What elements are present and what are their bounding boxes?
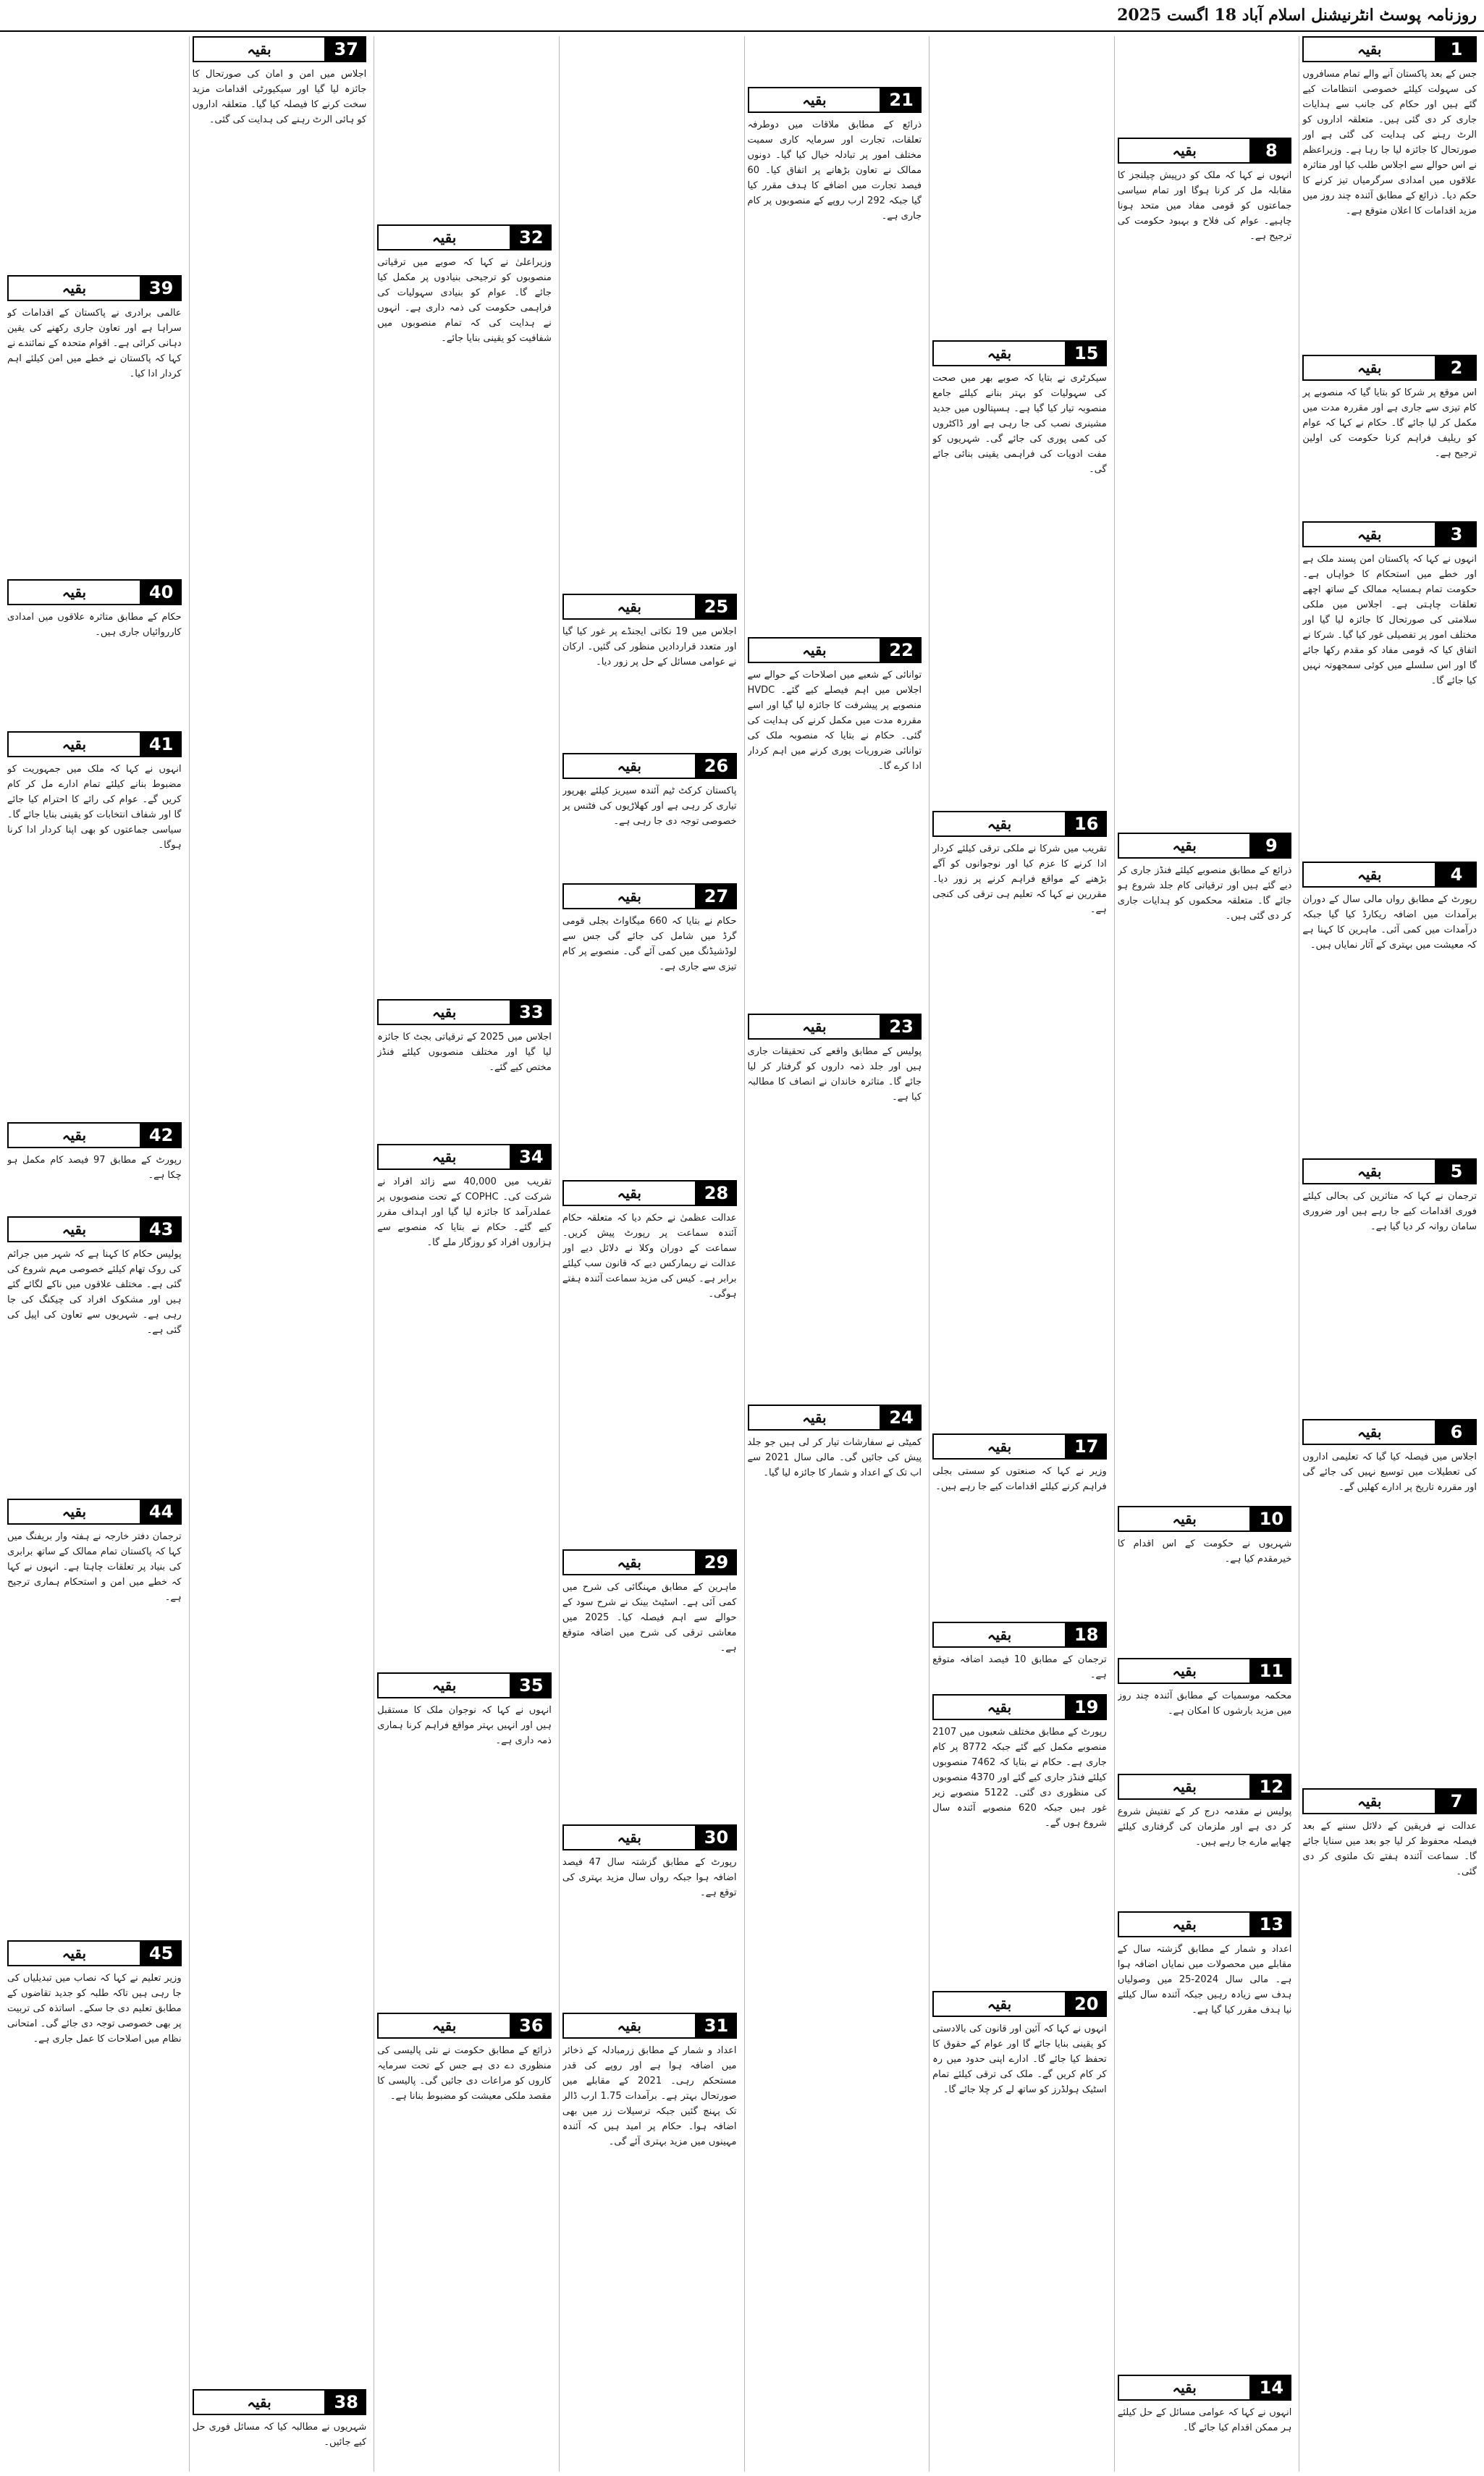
section-label: بقیہ [562, 1549, 696, 1575]
section-label: بقیہ [562, 594, 696, 620]
section-number: 13 [1251, 1911, 1291, 1937]
section-number: 6 [1436, 1419, 1477, 1445]
section-text: رپورٹ کے مطابق مختلف شعبوں میں 2107 منصوبے مکمل کیے گئے جبکہ 8772 پر کام جاری ہے۔ حکام نے بتایا کہ 7462 منصوبوں کیلئے فنڈز جاری کیے گئے اور 4370 منصوبوں کی منظوری دی گئی۔ 5122 منصوبے زیر غور ہیں جبکہ 620 منصوبے آئندہ سال شروع ہوں گے۔ [932, 1727, 1107, 1829]
continuation-section [932, 1433, 1107, 1614]
section-number: 11 [1251, 1658, 1291, 1684]
section-number: 32 [511, 224, 552, 250]
continuation-section [7, 731, 182, 1115]
section-number: 20 [1066, 1991, 1107, 2017]
section-text: ترجمان دفتر خارجہ نے ہفتہ وار بریفنگ میں کہا کہ پاکستان تمام ممالک کے ساتھ برابری کی بنیاد پر تعلقات چاہتا ہے۔ انہوں نے کہا کہ خطے میں امن و استحکام ہماری ترجیح ہے۔ [7, 1531, 182, 1603]
section-text: شہریوں نے مطالبہ کیا کہ مسائل فوری حل کیے جائیں۔ [192, 2422, 367, 2448]
section-text: ذرائع کے مطابق حکومت نے نئی پالیسی کی منظوری دے دی ہے جس کے تحت سرمایہ کاروں کو مراعات دی جائیں گی۔ پالیسی کا مقصد ملکی معیشت کو مضبوط بنانا ہے۔ [377, 2045, 552, 2102]
continuation-section [748, 87, 922, 630]
continuation-section [1302, 36, 1477, 348]
section-label: بقیہ [7, 275, 141, 301]
section-label: بقیہ [377, 999, 511, 1025]
continuation-section [748, 637, 922, 1006]
continuation-section [193, 36, 367, 1861]
section-label: بقیہ [932, 1433, 1066, 1460]
continuation-section [1302, 1158, 1477, 1412]
section-label: بقیہ [562, 1824, 696, 1850]
continuation-section [377, 224, 552, 992]
continuation-section [377, 2013, 552, 2466]
continuation-section [1118, 833, 1292, 1499]
section-label: بقیہ [193, 2389, 326, 2415]
section-label: بقیہ [932, 1991, 1066, 2017]
section-label: بقیہ [1118, 2375, 1252, 2401]
section-label: بقیہ [1302, 36, 1436, 62]
continuation-section [1302, 862, 1477, 1151]
section-number: 29 [696, 1549, 737, 1575]
continuation-section [748, 1405, 922, 2466]
section-label: بقیہ [562, 883, 696, 909]
continuation-section [7, 1122, 182, 1209]
section-label: بقیہ [377, 1144, 511, 1170]
section-label: بقیہ [1302, 1419, 1436, 1445]
section-text: انہوں نے کہا کہ عوامی مسائل کے حل کیلئے ہر ممکن اقدام کیا جائے گا۔ [1117, 2407, 1292, 2433]
continuation-section [193, 2389, 367, 2466]
section-number: 25 [696, 594, 737, 620]
continuation-section [562, 594, 737, 746]
section-text: کمیٹی نے سفارشات تیار کر لی ہیں جو جلد پیش کی جائیں گی۔ مالی سال 2021 سے اب تک کے اعداد و شمار کا جائزہ لیا گیا۔ [747, 1437, 922, 1478]
section-number: 19 [1066, 1694, 1107, 1720]
section-text: ذرائع کے مطابق منصوبے کیلئے فنڈز جاری کر دیے گئے ہیں اور ترقیاتی کام جلد شروع ہو جائے گا۔ متعلقہ محکموں کو ہدایات جاری کر دی گئی ہیں۔ [1117, 865, 1292, 922]
section-text: تقریب میں شرکا نے ملکی ترقی کیلئے کردار ادا کرنے کا عزم کیا اور نوجوانوں کو آگے بڑھنے کے مواقع فراہم کرنے پر زور دیا۔ مقررین نے کہا کہ تعلیم ہی ترقی کی کنجی ہے۔ [932, 843, 1107, 915]
section-text: وزیراعلیٰ نے کہا کہ صوبے میں ترقیاتی منصوبوں کو ترجیحی بنیادوں پر مکمل کیا جائے گا۔ عوام کو بنیادی سہولیات کی فراہمی حکومت کی ذمہ داری ہے۔ انہوں نے ہدایت کی کہ تمام منصوبوں میں شفافیت کو یقینی بنایا جائے۔ [377, 257, 552, 344]
section-text: جس کے بعد پاکستان آنے والے تمام مسافروں کی سہولت کیلئے خصوصی انتظامات کیے گئے ہیں اور حکام کی جانب سے ہدایات جاری کر دی گئی ہیں۔ متعلقہ اداروں کو الرٹ رہنے کی ہدایت کی گئی ہے اور صورتحال کا جائزہ لیا جا رہا ہے۔ وزیراعظم نے اس حوالے سے اجلاس طلب کیا اور متاثرہ علاقوں میں امدادی سرگرمیاں تیز کرنے کا حکم دیا۔ ذرائع کے مطابق آئندہ چند روز میں مزید اقدامات کا اعلان متوقع ہے۔ [1302, 69, 1477, 216]
section-label: بقیہ [1118, 1911, 1252, 1937]
section-label: بقیہ [748, 1014, 882, 1040]
section-number: 22 [881, 637, 922, 663]
section-text: اجلاس میں امن و امان کی صورتحال کا جائزہ لیا گیا اور سیکیورٹی اقدامات مزید سخت کرنے کا فیصلہ کیا گیا۔ متعلقہ اداروں کو ہائی الرٹ رہنے کی ہدایت کی گئی۔ [192, 69, 367, 125]
section-label: بقیہ [1302, 1158, 1436, 1184]
section-number: 15 [1066, 340, 1107, 366]
continuation-section [932, 1622, 1107, 1687]
continuation-section [932, 1694, 1107, 1984]
section-label: بقیہ [377, 224, 511, 250]
section-number: 45 [141, 1940, 182, 1966]
section-label: بقیہ [1118, 138, 1252, 164]
section-label: بقیہ [748, 1405, 882, 1431]
section-text: پاکستان کرکٹ ٹیم آئندہ سیریز کیلئے بھرپور تیاری کر رہی ہے اور کھلاڑیوں کی فٹنس پر خصوصی توجہ دی جا رہی ہے۔ [562, 786, 737, 827]
section-number: 39 [141, 275, 182, 301]
section-number: 17 [1066, 1433, 1107, 1460]
continuation-section [1302, 355, 1477, 514]
section-text: محکمہ موسمیات کے مطابق آئندہ چند روز میں مزید بارشوں کا امکان ہے۔ [1117, 1690, 1292, 1717]
section-text: انہوں نے کہا کہ ملک کو درپیش چیلنجز کا مقابلہ مل کر کرنا ہوگا اور تمام سیاسی جماعتوں کو قومی مفاد میں متحد ہونا چاہیے۔ عوام کی فلاح و بہبود حکومت کی ترجیح ہے۔ [1117, 170, 1292, 242]
section-number: 34 [511, 1144, 552, 1170]
section-text: انہوں نے کہا کہ پاکستان امن پسند ملک ہے اور خطے میں استحکام کا خواہاں ہے۔ حکومت تمام ہمسایہ ممالک کے ساتھ اچھے تعلقات چاہتی ہے۔ اجلاس میں ملکی سلامتی کی صورتحال کا جائزہ لیا گیا اور مختلف امور پر تفصیلی غور کیا گیا۔ شرکا نے اتفاق کیا کہ قومی مفاد کو مقدم رکھا جائے گا اور اس سلسلے میں کوئی سمجھوتہ نہیں کیا جائے گا۔ [1302, 554, 1477, 686]
section-label: بقیہ [748, 637, 882, 663]
section-label: بقیہ [562, 1180, 696, 1206]
section-text: سیکرٹری نے بتایا کہ صوبے بھر میں صحت کی سہولیات کو بہتر بنانے کیلئے جامع منصوبہ تیار کیا گیا ہے۔ ہسپتالوں میں جدید مشینری نصب کی جا رہی ہے اور ڈاکٹروں کی کمی پوری کی جائے گی۔ شہریوں کو مفت ادویات کی فراہمی یقینی بنائی جائے گی۔ [932, 373, 1107, 475]
section-label: بقیہ [932, 811, 1066, 837]
section-number: 30 [696, 1824, 737, 1850]
column-3 [929, 36, 1110, 2472]
column-8 [4, 36, 185, 2472]
section-label: بقیہ [1302, 355, 1436, 381]
section-text: ترجمان کے مطابق 10 فیصد اضافہ متوقع ہے۔ [932, 1654, 1107, 1680]
section-text: اجلاس میں 2025 کے ترقیاتی بجٹ کا جائزہ لیا گیا اور مختلف منصوبوں کیلئے فنڈز مختص کیے گئے۔ [377, 1032, 552, 1073]
section-number: 33 [511, 999, 552, 1025]
section-number: 23 [881, 1014, 922, 1040]
section-label: بقیہ [932, 340, 1066, 366]
section-label: بقیہ [7, 731, 141, 757]
section-number: 38 [326, 2389, 366, 2415]
continuation-section [1118, 2375, 1292, 2466]
section-text: انہوں نے کہا کہ آئین اور قانون کی بالادستی کو یقینی بنایا جائے گا اور عوام کے حقوق کا تحفظ کیا جائے گا۔ ادارے اپنی حدود میں رہ کر کام کریں گے۔ ملک کی ترقی کیلئے تمام اسٹیک ہولڈرز کو ساتھ لے کر چلا جائے گا۔ [932, 2024, 1107, 2095]
continuation-section [1302, 1788, 1477, 2466]
section-number: 21 [881, 87, 922, 113]
section-number: 5 [1436, 1158, 1477, 1184]
section-label: بقیہ [932, 1622, 1066, 1648]
column-7 [189, 36, 370, 2472]
continuation-section [7, 1940, 182, 2466]
section-number: 2 [1436, 355, 1477, 381]
section-text: اعداد و شمار کے مطابق زرمبادلہ کے ذخائر میں اضافہ ہوا ہے اور روپے کی قدر مستحکم رہی۔ 2021 کے مقابلے میں صورتحال بہتر ہے۔ برآمدات 1.75 ارب ڈالر تک پہنچ گئیں جبکہ ترسیلات زر میں بھی اضافہ ہوا۔ حکام پر امید ہیں کہ آئندہ مہینوں میں مزید بہتری آئے گی۔ [562, 2045, 737, 2147]
section-number: 36 [511, 2013, 552, 2039]
column-4 [744, 36, 925, 2472]
section-text: حکام کے مطابق متاثرہ علاقوں میں امدادی کارروائیاں جاری ہیں۔ [7, 612, 182, 638]
section-number: 28 [696, 1180, 737, 1206]
section-label: بقیہ [1302, 862, 1436, 888]
section-number: 37 [326, 36, 366, 62]
section-text: شہریوں نے حکومت کے اس اقدام کا خیرمقدم کیا ہے۔ [1117, 1538, 1292, 1565]
section-number: 24 [881, 1405, 922, 1431]
section-text: رپورٹ کے مطابق 97 فیصد کام مکمل ہو چکا ہے۔ [7, 1155, 182, 1181]
continuation-section [1302, 1419, 1477, 1781]
column-5 [559, 36, 740, 2472]
continuation-section [377, 1672, 552, 2005]
section-label: بقیہ [1118, 833, 1252, 859]
section-text: رپورٹ کے مطابق گزشتہ سال 47 فیصد اضافہ ہوا جبکہ رواں سال مزید بہتری کی توقع ہے۔ [562, 1857, 737, 1898]
continuation-section [562, 1549, 737, 1817]
continuation-section [562, 883, 737, 1173]
section-number: 40 [141, 579, 182, 605]
section-label: بقیہ [1118, 1658, 1252, 1684]
section-number: 12 [1251, 1774, 1291, 1800]
continuation-section [7, 275, 182, 572]
section-text: ذرائع کے مطابق ملاقات میں دوطرفہ تعلقات، تجارت اور سرمایہ کاری سمیت مختلف امور پر تبادلہ خیال کیا گیا۔ دونوں ممالک نے تعاون بڑھانے پر اتفاق کیا۔ 60 فیصد تجارت میں اضافے کا ہدف مقرر کیا گیا جبکہ 292 ارب روپے کے منصوبوں پر کام جاری ہے۔ [747, 119, 922, 222]
column-1 [1299, 36, 1480, 2472]
section-label: بقیہ [7, 1499, 141, 1525]
section-label: بقیہ [1118, 1506, 1252, 1532]
section-text: پولیس حکام کا کہنا ہے کہ شہر میں جرائم کی روک تھام کیلئے خصوصی مہم شروع کی گئی ہے۔ مختلف علاقوں میں ناکے لگائے گئے ہیں اور مشکوک افراد کی چیکنگ کی جا رہی ہے۔ شہریوں سے تعاون کی اپیل کی گئی ہے۔ [7, 1249, 182, 1336]
section-label: بقیہ [1302, 1788, 1436, 1814]
continuation-section [932, 340, 1107, 804]
section-text: عدالت نے فریقین کے دلائل سننے کے بعد فیصلہ محفوظ کر لیا جو بعد میں سنایا جائے گا۔ سماعت آئندہ ہفتے تک ملتوی کر دی گئی۔ [1302, 1821, 1477, 1877]
section-text: پولیس کے مطابق واقعے کی تحقیقات جاری ہیں اور جلد ذمہ داروں کو گرفتار کر لیا جائے گا۔ متاثرہ خاندان نے انصاف کا مطالبہ کیا ہے۔ [747, 1046, 922, 1103]
continuation-section [562, 1180, 737, 1542]
section-text: رپورٹ کے مطابق رواں مالی سال کے دوران برآمدات میں اضافہ ریکارڈ کیا گیا جبکہ درآمدات میں کمی آئی۔ ماہرین کا کہنا ہے کہ معیشت میں بہتری کے آثار نمایاں ہیں۔ [1302, 894, 1477, 951]
section-text: حکام نے بتایا کہ 660 میگاواٹ بجلی قومی گرڈ میں شامل کی جائے گی جس سے لوڈشیڈنگ میں کمی آئے گی۔ منصوبے پر کام تیزی سے جاری ہے۔ [562, 916, 737, 972]
section-label: بقیہ [7, 1122, 141, 1148]
section-label: بقیہ [1118, 1774, 1252, 1800]
section-label: بقیہ [193, 36, 326, 62]
section-text: توانائی کے شعبے میں اصلاحات کے حوالے سے اجلاس میں اہم فیصلے کیے گئے۔ HVDC منصوبے پر پیشرفت کا جائزہ لیا گیا اور اسے مقررہ مدت میں مکمل کرنے کی ہدایت کی گئی۔ حکام نے بتایا کہ منصوبہ ملک کی توانائی ضروریات پوری کرنے میں اہم کردار ادا کرے گا۔ [747, 670, 922, 772]
section-number: 16 [1066, 811, 1107, 837]
continuation-section [932, 811, 1107, 1426]
section-number: 44 [141, 1499, 182, 1525]
section-number: 35 [511, 1672, 552, 1698]
section-text: وزیر تعلیم نے کہا کہ نصاب میں تبدیلیاں کی جا رہی ہیں تاکہ طلبہ کو جدید تقاضوں کے مطابق تعلیم دی جا سکے۔ اساتذہ کی تربیت پر بھی خصوصی توجہ دی جائے گی۔ امتحانی نظام میں اصلاحات کا عمل جاری ہے۔ [7, 1973, 182, 2045]
continuation-section [562, 753, 737, 876]
section-text: پولیس نے مقدمہ درج کر کے تفتیش شروع کر دی ہے اور ملزمان کی گرفتاری کیلئے چھاپے مارے جا رہے ہیں۔ [1117, 1806, 1292, 1848]
continuation-section [1118, 1774, 1292, 1904]
section-text: اعداد و شمار کے مطابق گزشتہ سال کے مقابلے میں محصولات میں نمایاں اضافہ ہوا ہے۔ مالی سال 2024-25 میں وصولیاں ہدف سے زیادہ رہیں جبکہ آئندہ سال کیلئے نیا ہدف مقرر کیا گیا ہے۔ [1117, 1944, 1292, 2016]
column-6 [374, 36, 555, 2472]
section-number: 18 [1066, 1622, 1107, 1648]
section-number: 7 [1436, 1788, 1477, 1814]
section-text: تقریب میں 40,000 سے زائد افراد نے شرکت کی۔ COPHC کے تحت منصوبوں پر عملدرآمد کا جائزہ لیا گیا اور اہداف مقرر کیے گئے۔ حکام نے بتایا کہ منصوبے سے ہزاروں افراد کو روزگار ملے گا۔ [377, 1176, 552, 1248]
section-number: 26 [696, 753, 737, 779]
section-number: 41 [141, 731, 182, 757]
section-text: اجلاس میں فیصلہ کیا گیا کہ تعلیمی اداروں کی تعطیلات میں توسیع نہیں کی جائے گی اور مقررہ تاریخ پر ادارے کھلیں گے۔ [1302, 1452, 1477, 1493]
section-label: بقیہ [7, 579, 141, 605]
section-label: بقیہ [377, 1672, 511, 1698]
section-label: بقیہ [7, 1940, 141, 1966]
section-text: عالمی برادری نے پاکستان کے اقدامات کو سراہا ہے اور تعاون جاری رکھنے کی یقین دہانی کرائی ہے۔ اقوام متحدہ کے نمائندے نے کہا کہ پاکستان نے خطے میں امن کیلئے اہم کردار ادا کیا۔ [7, 308, 182, 379]
continuation-section [1118, 138, 1292, 825]
continuation-section [1118, 1911, 1292, 2367]
continuation-section [1302, 521, 1477, 854]
continuation-section [7, 1499, 182, 1933]
section-text: اس موقع پر شرکا کو بتایا گیا کہ منصوبے پر کام تیزی سے جاری ہے اور مقررہ مدت میں مکمل کر لیا جائے گا۔ حکام نے کہا کہ عوام کو ریلیف فراہم کرنا حکومت کی اولین ترجیح ہے۔ [1302, 387, 1477, 459]
continuation-section [377, 1144, 552, 1665]
section-number: 14 [1251, 2375, 1291, 2401]
section-number: 4 [1436, 862, 1477, 888]
continuation-section [7, 1216, 182, 1491]
section-label: بقیہ [377, 2013, 511, 2039]
continuation-section [562, 2013, 737, 2466]
section-number: 1 [1436, 36, 1477, 62]
section-number: 42 [141, 1122, 182, 1148]
section-text: انہوں نے کہا کہ ملک میں جمہوریت کو مضبوط بنانے کیلئے تمام ادارے مل کر کام کریں گے۔ عوام کی رائے کا احترام کیا جائے گا اور شفاف انتخابات کو یقینی بنایا جائے گا۔ سیاسی جماعتوں کو بھی اپنا کردار ادا کرنا ہوگا۔ [7, 764, 182, 851]
section-text: انہوں نے کہا کہ نوجوان ملک کا مستقبل ہیں اور انہیں بہتر مواقع فراہم کرنا ہماری ذمہ داری ہے۔ [377, 1705, 552, 1746]
section-number: 10 [1251, 1506, 1291, 1532]
continuation-section [932, 1991, 1107, 2466]
masthead-title: روزنامہ پوسٹ انٹرنیشنل اسلام آباد 18 اگست 2025 [1117, 6, 1477, 25]
continuation-section [748, 1014, 922, 1397]
continuation-section [562, 1824, 737, 2005]
section-label: بقیہ [7, 1216, 141, 1242]
column-2 [1114, 36, 1295, 2472]
section-label: بقیہ [562, 2013, 696, 2039]
section-label: بقیہ [1302, 521, 1436, 547]
continuation-section [1118, 1658, 1292, 1767]
continuation-section [7, 579, 182, 724]
section-text: وزیر نے کہا کہ صنعتوں کو سستی بجلی فراہم کرنے کیلئے اقدامات کیے جا رہے ہیں۔ [932, 1466, 1107, 1492]
section-label: بقیہ [932, 1694, 1066, 1720]
section-text: ترجمان نے کہا کہ متاثرین کی بحالی کیلئے فوری اقدامات کیے جا رہے ہیں اور ضروری سامان روانہ کر دیا گیا ہے۔ [1302, 1191, 1477, 1232]
section-label: بقیہ [748, 87, 882, 113]
section-text: عدالت عظمیٰ نے حکم دیا کہ متعلقہ حکام آئندہ سماعت پر رپورٹ پیش کریں۔ سماعت کے دوران وکلا نے دلائل دیے اور عدالت نے ریمارکس دیے کہ قانون سب کیلئے برابر ہے۔ کیس کی مزید سماعت آئندہ ہفتے ہوگی۔ [562, 1213, 737, 1300]
section-text: ماہرین کے مطابق مہنگائی کی شرح میں کمی آئی ہے۔ اسٹیٹ بینک نے شرح سود کے حوالے سے اہم فیصلہ کیا۔ 2025 میں معاشی ترقی کی شرح میں اضافہ متوقع ہے۔ [562, 1582, 737, 1654]
section-number: 43 [141, 1216, 182, 1242]
section-number: 3 [1436, 521, 1477, 547]
section-number: 9 [1251, 833, 1291, 859]
columns [4, 36, 1480, 2472]
masthead [0, 0, 1484, 32]
section-number: 27 [696, 883, 737, 909]
section-label: بقیہ [562, 753, 696, 779]
continuation-section [1118, 1506, 1292, 1651]
section-number: 31 [696, 2013, 737, 2039]
section-text: اجلاس میں 19 نکاتی ایجنڈے پر غور کیا گیا اور متعدد قراردادیں منظور کی گئیں۔ ارکان نے عوامی مسائل کے حل پر زور دیا۔ [562, 626, 737, 668]
section-number: 8 [1251, 138, 1291, 164]
continuation-section [377, 999, 552, 1137]
